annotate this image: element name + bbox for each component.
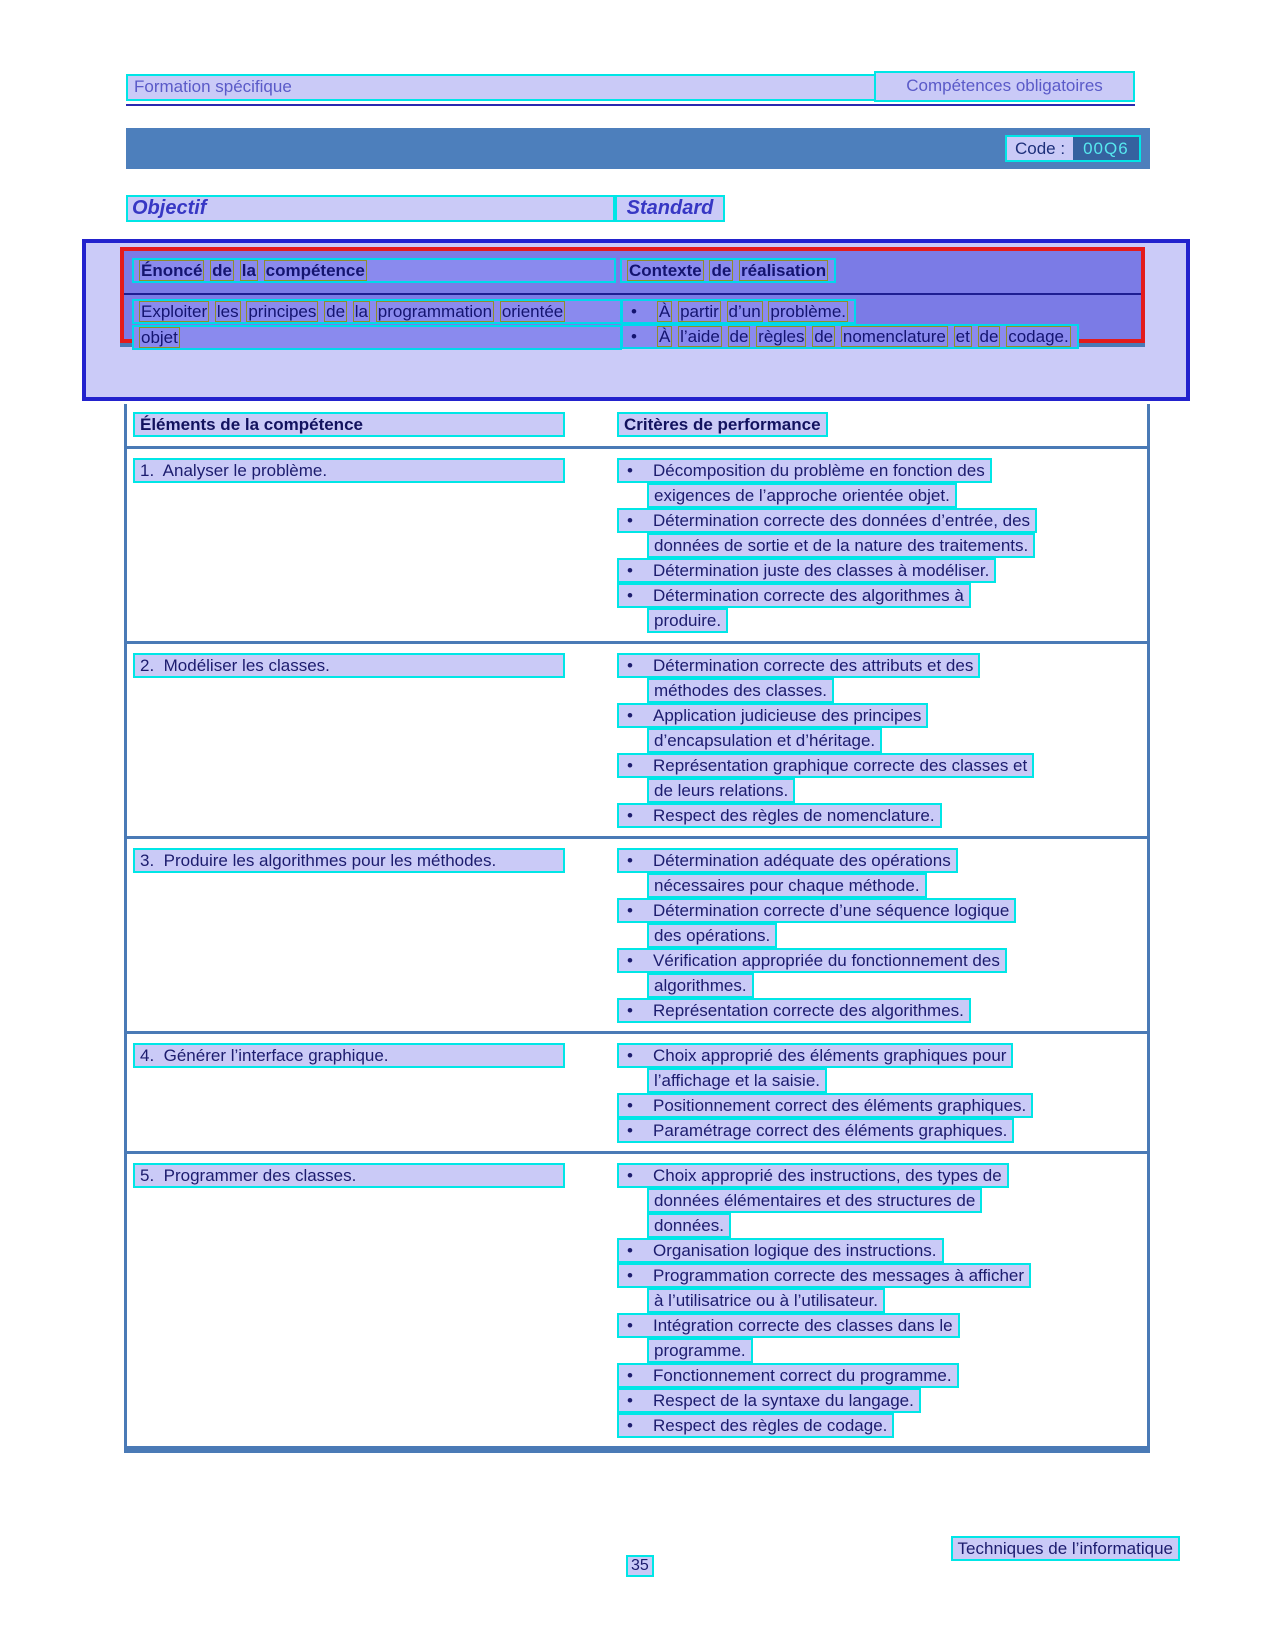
word-box: de [979,327,999,346]
criteria-line-text: nécessaires pour chaque méthode. [647,873,927,898]
criteria-line [647,1288,1147,1313]
criteria-line [647,973,1147,998]
word-box: d’un [728,302,761,321]
criteria-line [647,678,1147,703]
criteria-line-text: • Application judicieuse des principes [617,703,928,728]
criteria-line [617,1118,1147,1143]
criteria-line-text: • Détermination correcte des données d’entrée, des [617,508,1037,533]
criteria-line-text: • Détermination juste des classes à modéliser. [617,558,996,583]
element-cell [127,1034,617,1151]
word-box: Contexte [629,261,702,280]
word-box: partir [680,302,719,321]
criteria-line [617,1263,1147,1288]
criteria-line-text: • Détermination correcte d’une séquence logique [617,898,1016,923]
statement-line [132,325,622,350]
element-label: 5. Programmer des classes. [133,1163,565,1188]
criteria-line-text: • Détermination adéquate des opérations [617,848,958,873]
element-label: 4. Générer l’interface graphique. [133,1043,565,1068]
element-cell [127,839,617,1031]
criteria-item [617,948,1147,998]
criteria-line [647,1338,1147,1363]
criteria-line-text: algorithmes. [647,973,754,998]
objectif-label: Objectif [132,197,207,219]
word-box: problème. [770,302,847,321]
criteria-item [617,1238,1147,1263]
criteria-line [617,1093,1147,1118]
criteria-item [617,458,1147,508]
enonce-header [132,258,616,283]
code-value: 00Q6 [1073,137,1139,160]
criteria-line-text: des opérations. [647,923,777,948]
criteria-item [617,1313,1147,1363]
criteria-cell [617,449,1147,641]
criteria-line-text: • Respect de la syntaxe du langage. [617,1388,921,1413]
word-box: codage. [1008,327,1069,346]
criteria-line [617,1238,1147,1263]
word-box: la [241,261,256,280]
word-box: À [659,327,671,346]
word-box: la [354,302,369,321]
criteria-cell [617,839,1147,1031]
element-cell [127,1154,617,1446]
standard-heading [615,195,725,222]
criteria-line [617,653,1147,678]
criteria-line [617,948,1147,973]
criteria-line-text: • Organisation logique des instructions. [617,1238,944,1263]
criteria-item [617,703,1147,753]
header-rule [126,104,1135,106]
criteria-line [617,848,1147,873]
contexte-item [621,299,1133,324]
criteria-line [647,1188,1147,1213]
word-box: Exploiter [141,302,208,321]
criteria-line-text: • Choix approprié des éléments graphiques pour [617,1043,1013,1068]
criteria-line [647,1068,1147,1093]
criteria-cell [617,644,1147,836]
word-box: de [814,327,834,346]
criteria-line [617,508,1147,533]
elements-table [124,404,1150,1453]
criteria-line [617,898,1147,923]
page-number-text: 35 [631,1557,649,1574]
table-row [127,1034,1147,1151]
header-left-text: Formation spécifique [134,77,292,96]
element-cell [127,449,617,641]
criteria-cell [617,1034,1147,1151]
element-label: 1. Analyser le problème. [133,458,565,483]
footer-program-name [951,1536,1180,1561]
word-box: l’aide [680,327,720,346]
table-row [127,839,1147,1031]
word-box: objet [141,328,178,347]
table-row [127,449,1147,641]
criteria-line-text: produire. [647,608,728,633]
criteria-line [647,533,1147,558]
contexte-item-text [621,299,856,324]
criteria-line [617,1163,1147,1188]
word-box: de [326,302,346,321]
statement-header-row [124,251,1141,293]
criteria-line [647,778,1147,803]
word-box: de [729,327,749,346]
criteria-line [617,1388,1147,1413]
criteria-item [617,753,1147,803]
criteria-item [617,803,1147,828]
word-box: de [711,261,732,280]
word-box: programmation [377,302,493,321]
criteres-column-header: Critères de performance [617,412,828,437]
criteria-line-text: • Respect des règles de nomenclature. [617,803,942,828]
objectif-heading [126,195,615,222]
element-label: 2. Modéliser les classes. [133,653,565,678]
elements-table-body [127,446,1147,1446]
criteria-line [617,583,1147,608]
criteria-line-text: d’encapsulation et d’héritage. [647,728,882,753]
criteria-line [647,483,1147,508]
criteria-item [617,583,1147,633]
header-right-box [874,71,1135,102]
table-row [127,644,1147,836]
criteria-line-text: • Représentation graphique correcte des classes et [617,753,1034,778]
code-label: Code : [1007,137,1073,160]
statement-table [120,247,1145,347]
criteria-line-text: données de sortie et de la nature des traitements. [647,533,1035,558]
word-box: Énoncé [141,261,203,280]
criteria-line-text: • Détermination correcte des algorithmes à [617,583,971,608]
criteria-line-text: programme. [647,1338,753,1363]
table-row [127,1154,1147,1446]
contexte-cell [621,299,1133,349]
criteria-line [647,873,1147,898]
page-number [626,1555,654,1577]
criteria-line-text: • Paramétrage correct des éléments graphiques. [617,1118,1014,1143]
criteria-line [617,1413,1147,1438]
criteria-line-text: à l’utilisatrice ou à l’utilisateur. [647,1288,885,1313]
criteria-line-text: méthodes des classes. [647,678,834,703]
element-label: 3. Produire les algorithmes pour les méthodes. [133,848,565,873]
criteria-line-text: • Vérification appropriée du fonctionnement des [617,948,1007,973]
criteria-line-text: • Respect des règles de codage. [617,1413,894,1438]
criteria-item [617,558,1147,583]
criteria-item [617,1388,1147,1413]
criteria-line-text: données. [647,1213,731,1238]
criteria-line-text: • Représentation correcte des algorithmes. [617,998,971,1023]
header-right-text: Compétences obligatoires [906,76,1103,95]
statement-header-divider [124,293,1141,295]
criteria-line-text: • Détermination correcte des attributs et des [617,653,980,678]
elements-table-header [127,404,1147,446]
criteria-line-text: • Intégration correcte des classes dans le [617,1313,960,1338]
criteria-item [617,1163,1147,1238]
criteria-line-text: de leurs relations. [647,778,795,803]
criteria-line [617,1363,1147,1388]
contexte-item [621,324,1133,349]
word-box: règles [758,327,805,346]
criteria-line [617,703,1147,728]
footer-program-text: Techniques de l’informatique [957,1539,1173,1558]
criteria-line-text: • Positionnement correct des éléments graphiques. [617,1093,1033,1118]
word-box: les [216,302,239,321]
contexte-item-text [621,324,1079,349]
word-box: nomenclature [842,327,946,346]
criteria-line [617,558,1147,583]
criteria-item [617,1093,1147,1118]
criteria-item [617,1118,1147,1143]
criteria-line-text: l’affichage et la saisie. [647,1068,827,1093]
criteria-line-text: • Programmation correcte des messages à afficher [617,1263,1031,1288]
criteria-line [617,753,1147,778]
criteria-line [647,728,1147,753]
criteria-line-text: exigences de l’approche orientée objet. [647,483,957,508]
criteria-line [617,803,1147,828]
elements-column-header: Éléments de la compétence [133,412,565,437]
criteria-line-text: données élémentaires et des structures de [647,1188,982,1213]
criteria-item [617,1413,1147,1438]
word-box: de [212,261,232,280]
standard-label: Standard [626,197,714,219]
criteria-line-text: • Choix approprié des instructions, des types de [617,1163,1009,1188]
statement-line [132,299,622,324]
word-box: orientée [501,302,564,321]
criteria-item [617,998,1147,1023]
criteria-line [617,1313,1147,1338]
competence-statement-cell [132,299,622,351]
criteria-item [617,1263,1147,1313]
criteria-item [617,848,1147,898]
contexte-header [620,258,836,283]
criteria-line-text: • Décomposition du problème en fonction des [617,458,992,483]
code-box [1005,135,1141,162]
criteria-item [617,1043,1147,1093]
criteria-cell [617,1154,1147,1446]
word-box: et [955,327,970,346]
criteria-line [647,608,1147,633]
word-box: principes [248,302,317,321]
criteria-line [617,458,1147,483]
criteria-line [647,1213,1147,1238]
criteria-line-text: • Fonctionnement correct du programme. [617,1363,959,1388]
criteria-line [617,1043,1147,1068]
criteria-item [617,508,1147,558]
word-box: À [659,302,671,321]
criteria-item [617,653,1147,703]
title-banner [126,128,1150,169]
criteria-line [617,998,1147,1023]
criteria-line [647,923,1147,948]
criteria-item [617,1363,1147,1388]
word-box: compétence [265,261,365,280]
word-box: réalisation [741,261,827,280]
criteria-item [617,898,1147,948]
element-cell [127,644,617,836]
